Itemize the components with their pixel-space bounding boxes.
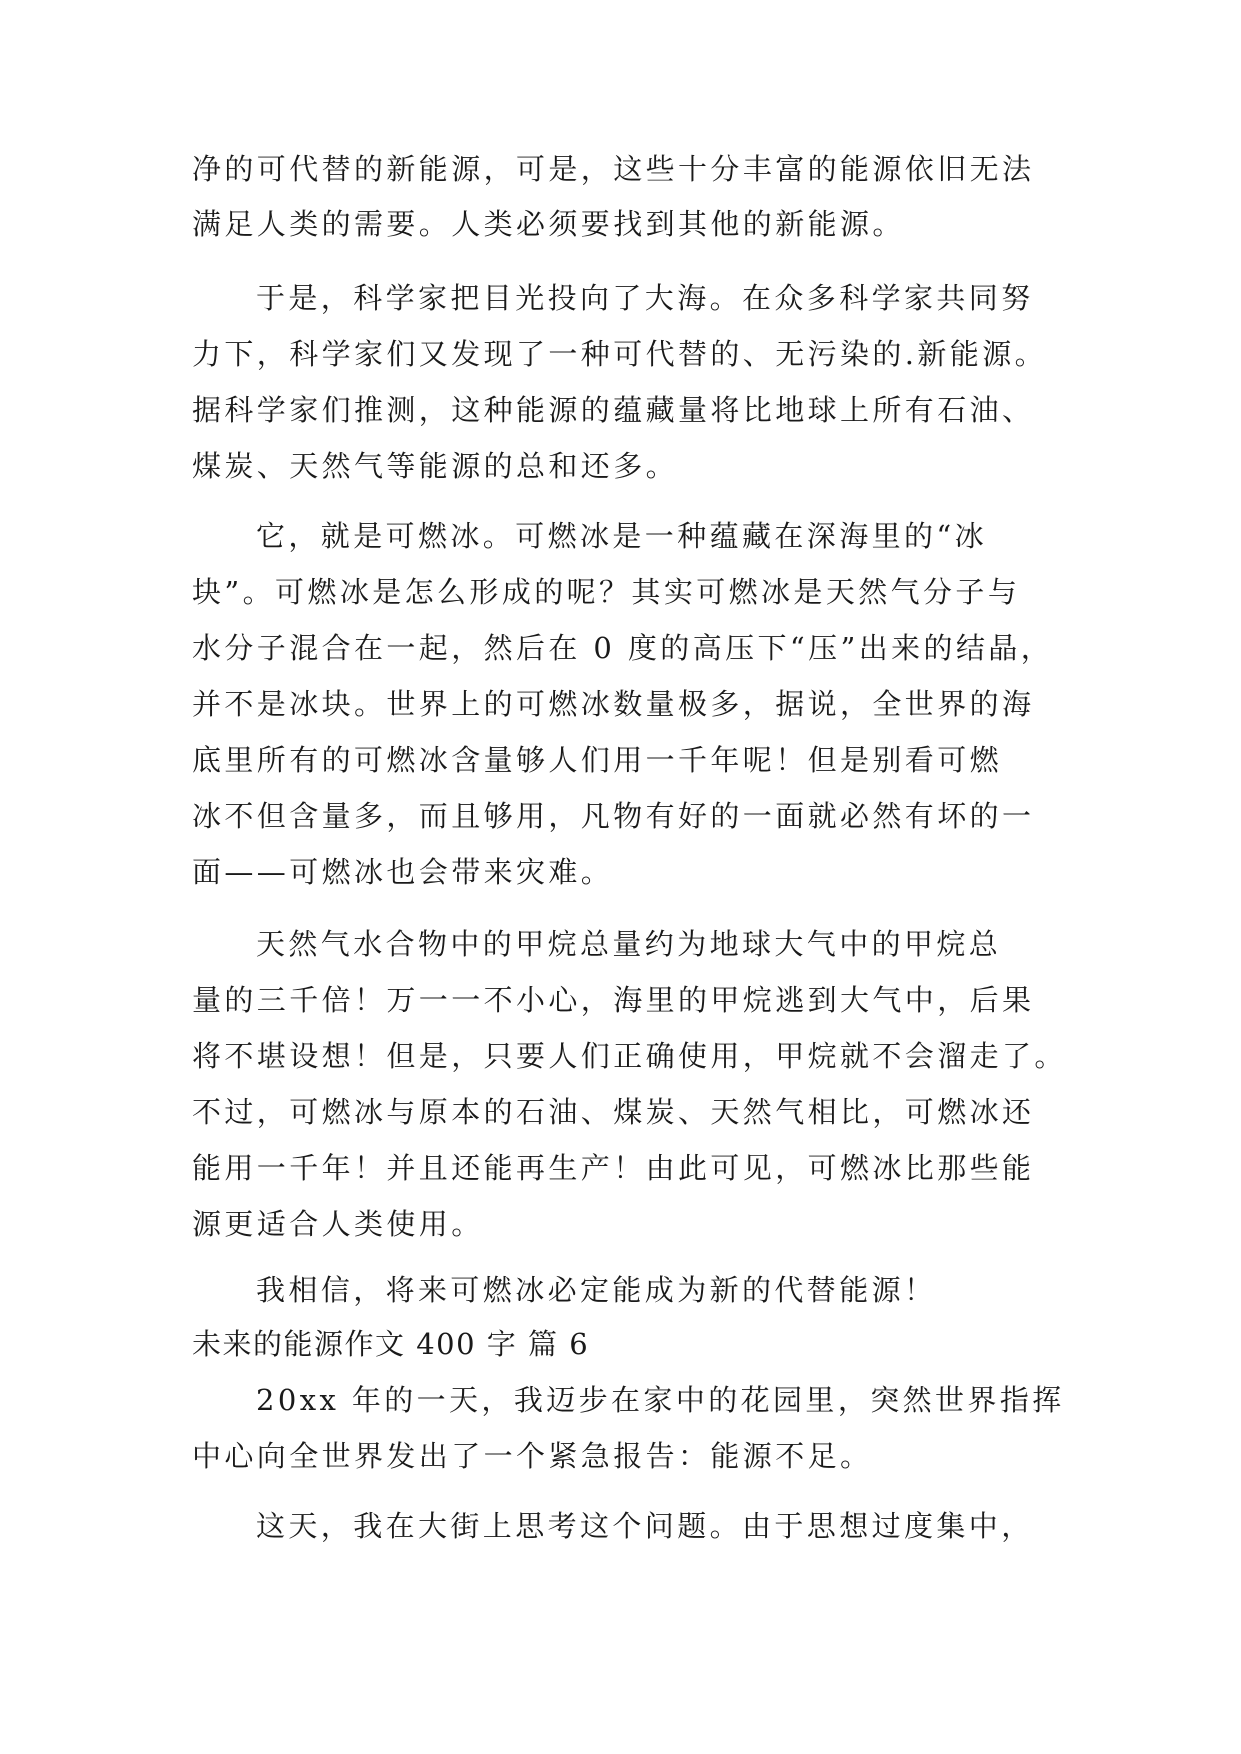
paragraph-line: 我相信，将来可燃冰必定能成为新的代替能源！: [256, 1273, 937, 1307]
section-heading: 未来的能源作文 400 字 篇 6: [192, 1327, 590, 1361]
paragraph-line: 据科学家们推测，这种能源的蕴藏量将比地球上所有石油、: [192, 393, 1035, 427]
paragraph-line: 力下，科学家们又发现了一种可代替的、无污染的.新能源。: [192, 337, 1048, 371]
paragraph-line: 满足人类的需要。人类必须要找到其他的新能源。: [192, 207, 905, 241]
paragraph-line: 将不堪设想！但是，只要人们正确使用，甲烷就不会溜走了。: [192, 1039, 1067, 1073]
paragraph-line: 底里所有的可燃冰含量够人们用一千年呢！但是别看可燃: [192, 743, 1003, 777]
paragraph-line: 净的可代替的新能源，可是，这些十分丰富的能源依旧无法: [192, 152, 1035, 186]
paragraph-line: 水分子混合在一起，然后在 0 度的高压下“压”出来的结晶，: [192, 631, 1054, 665]
paragraph-line: 量的三千倍！万一一不小心，海里的甲烷逃到大气中，后果: [192, 983, 1035, 1017]
paragraph-line: 不过，可燃冰与原本的石油、煤炭、天然气相比，可燃冰还: [192, 1095, 1035, 1129]
paragraph-line: 块”。可燃冰是怎么形成的呢？其实可燃冰是天然气分子与: [192, 575, 1021, 609]
paragraph-line: 天然气水合物中的甲烷总量约为地球大气中的甲烷总: [256, 927, 1002, 961]
paragraph-line: 并不是冰块。世界上的可燃冰数量极多，据说，全世界的海: [192, 687, 1035, 721]
paragraph-line: 煤炭、天然气等能源的总和还多。: [192, 449, 679, 483]
paragraph-line: 源更适合人类使用。: [192, 1207, 484, 1241]
paragraph-line: 20xx 年的一天，我迈步在家中的花园里，突然世界指挥: [256, 1383, 1065, 1417]
paragraph-line: 这天，我在大街上思考这个问题。由于思想过度集中，: [256, 1509, 1034, 1543]
paragraph-line: 能用一千年！并且还能再生产！由此可见，可燃冰比那些能: [192, 1151, 1035, 1185]
paragraph-line: 中心向全世界发出了一个紧急报告：能源不足。: [192, 1439, 873, 1473]
paragraph-line: 它，就是可燃冰。可燃冰是一种蕴藏在深海里的“冰: [256, 519, 988, 553]
paragraph-line: 于是，科学家把目光投向了大海。在众多科学家共同努: [256, 281, 1034, 315]
paragraph-line: 冰不但含量多，而且够用，凡物有好的一面就必然有坏的一: [192, 799, 1035, 833]
paragraph-line: 面——可燃冰也会带来灾难。: [192, 855, 614, 889]
